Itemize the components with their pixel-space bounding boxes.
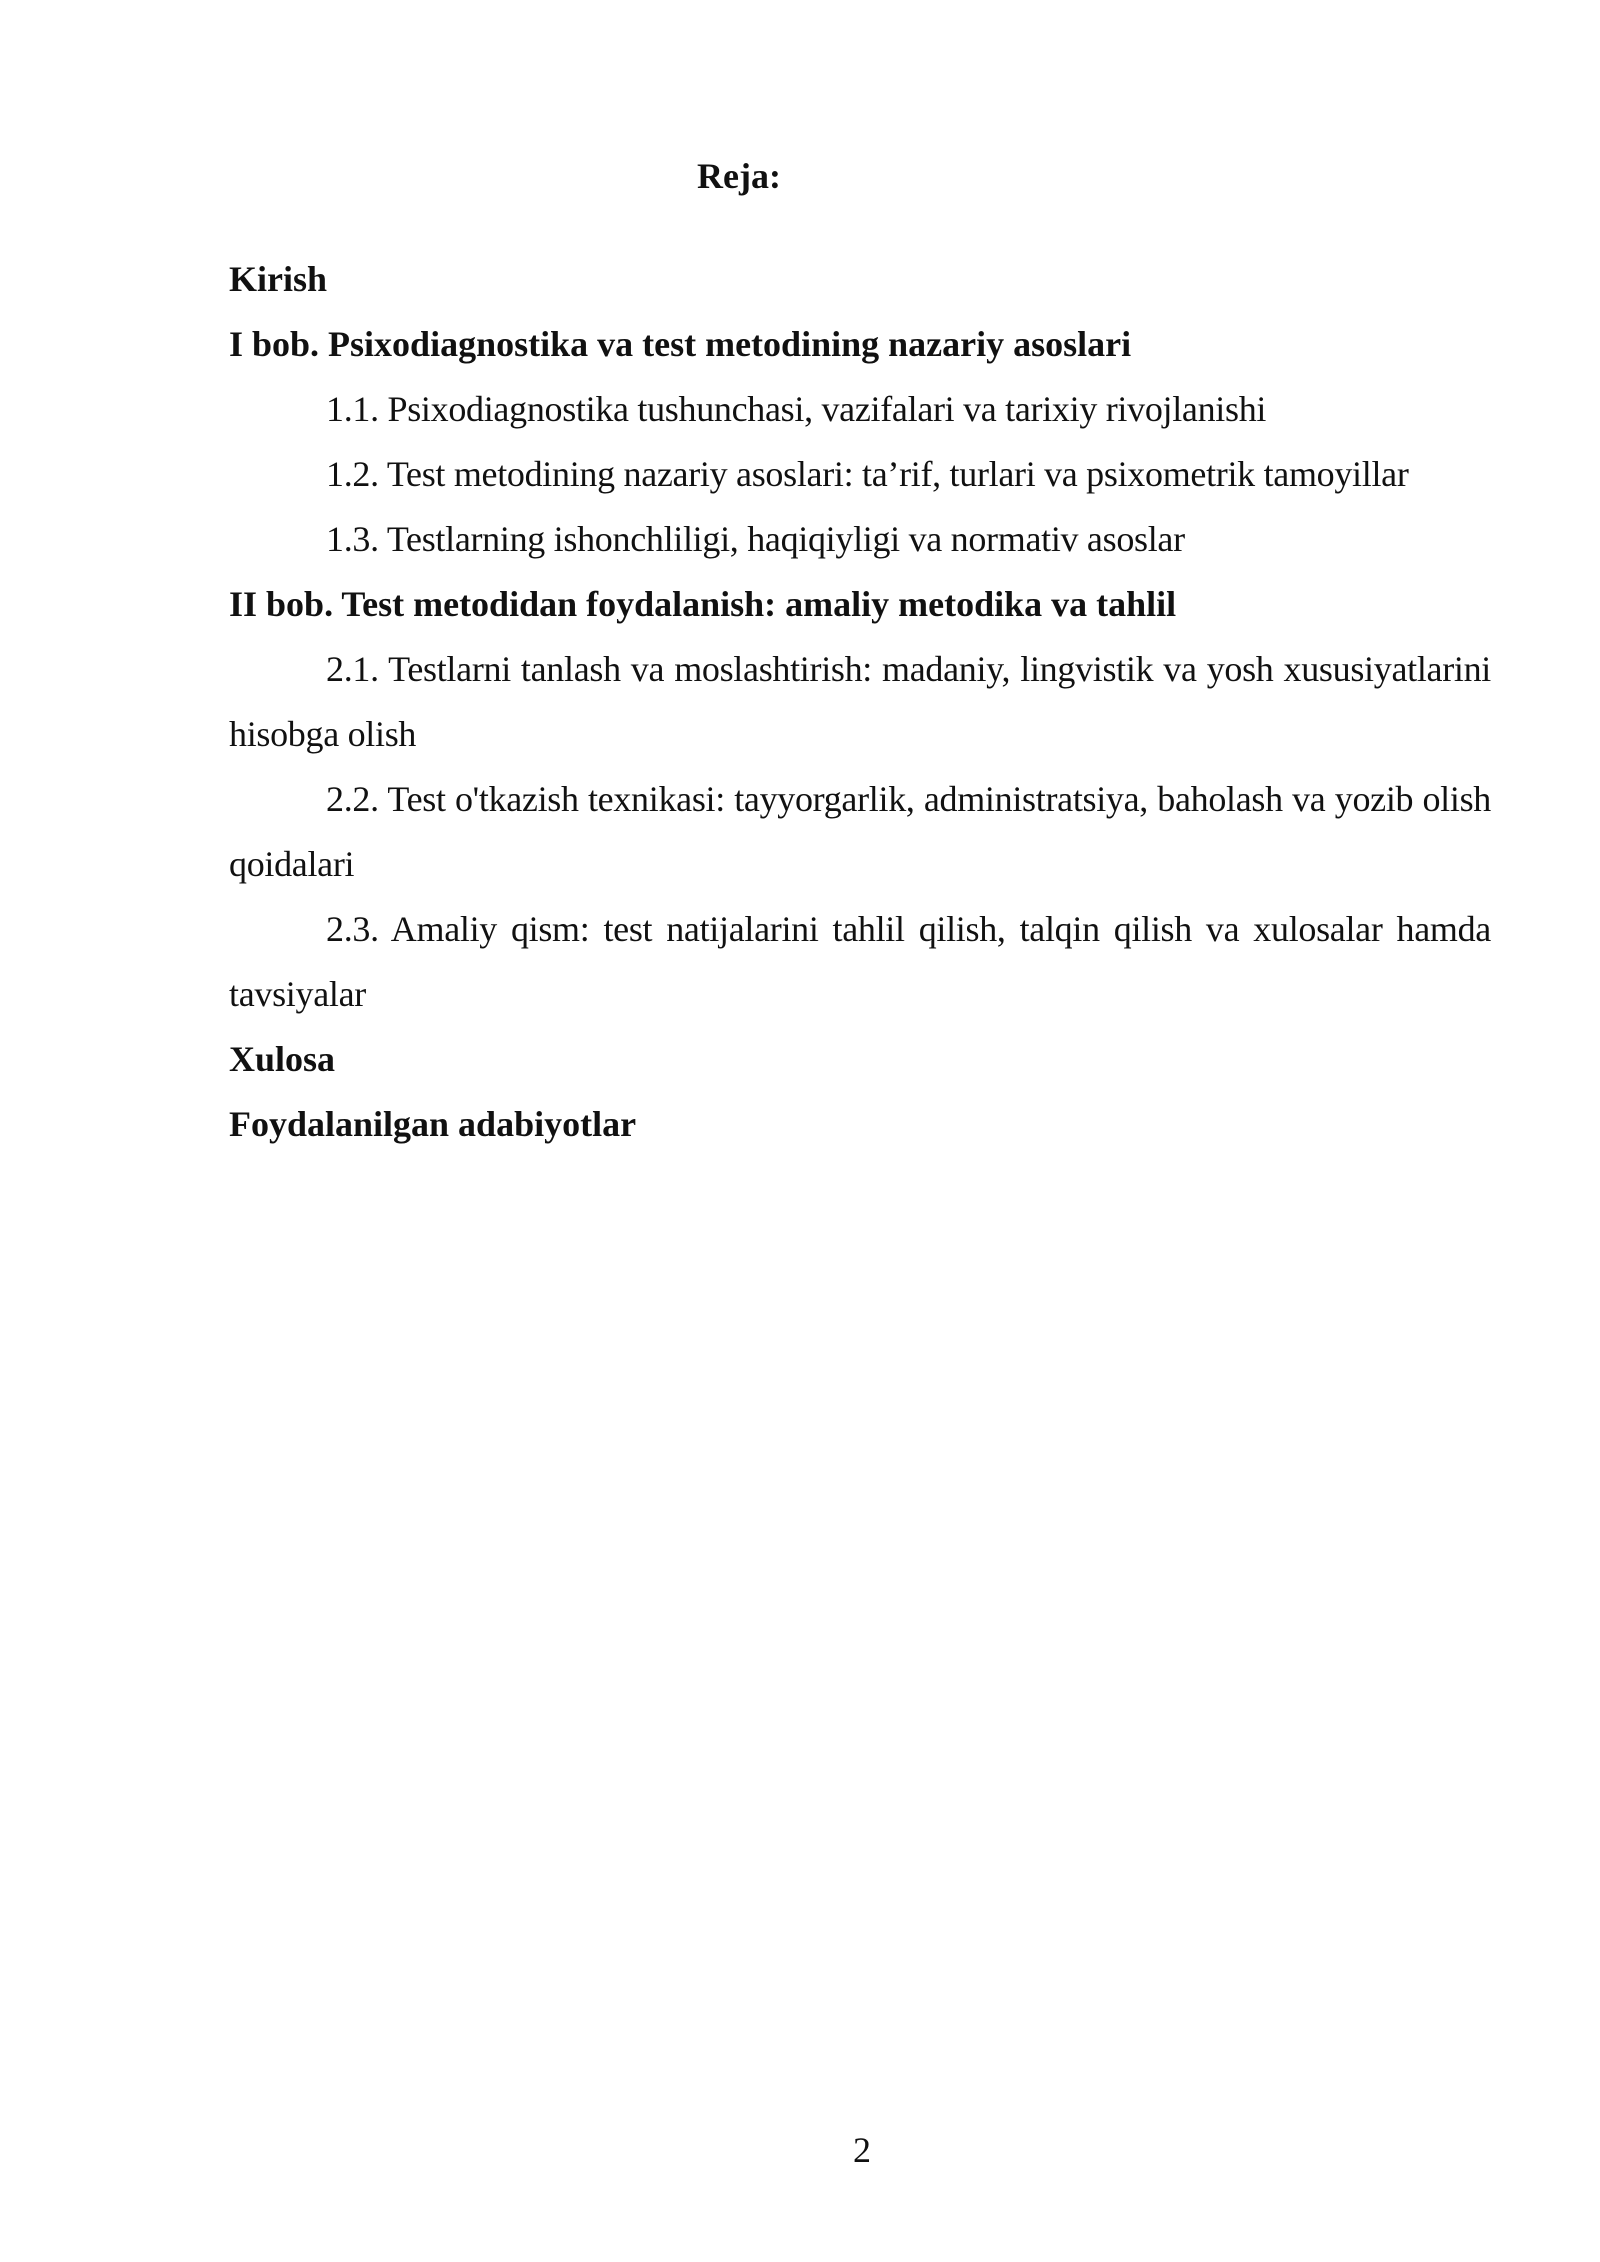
toc-section-2-1: 2.1. Testlarni tanlash va moslashtirish: madaniy, lingvistik va yosh xususiyatlarini hisobga olish	[229, 649, 1491, 754]
toc-chapter-1: I bob. Psixodiagnostika va test metodining nazariy asoslari	[229, 324, 1132, 364]
toc-section-2-2: 2.2. Test o'tkazish texnikasi: tayyorgarlik, administratsiya, baholash va yozib olish qoidalari	[229, 779, 1491, 884]
page-title: Reja:	[697, 156, 781, 196]
toc-item-references: Foydalanilgan adabiyotlar	[229, 1104, 637, 1144]
toc-chapter-2: II bob. Test metodidan foydalanish: amaliy metodika va tahlil	[229, 584, 1177, 624]
toc-item-kirish: Kirish	[229, 259, 328, 299]
toc-section-1-2: 1.2. Test metodining nazariy asoslari: ta’rif, turlari va psixometrik tamoyillar	[326, 454, 1409, 494]
toc-section-1-1: 1.1. Psixodiagnostika tushunchasi, vazifalari va tarixiy rivojlanishi	[326, 389, 1267, 429]
toc-section-2-3: 2.3. Amaliy qism: test natijalarini tahlil qilish, talqin qilish va xulosalar hamda tavsiyalar	[229, 909, 1491, 1014]
page-number: 2	[853, 2130, 871, 2170]
toc-section-1-3: 1.3. Testlarning ishonchliligi, haqiqiyligi va normativ asoslar	[326, 519, 1185, 559]
toc-item-xulosa: Xulosa	[229, 1039, 336, 1079]
table-of-contents	[229, 247, 1491, 1157]
